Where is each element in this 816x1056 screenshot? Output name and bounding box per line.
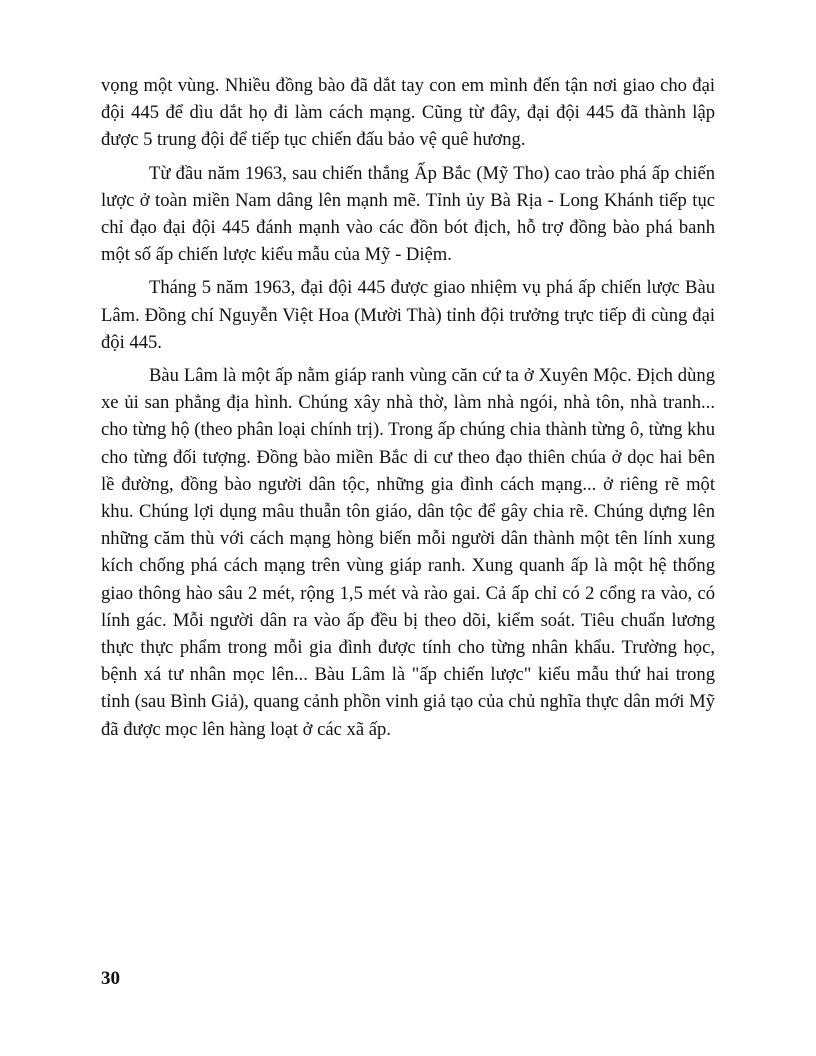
- paragraph-ap-bac: Từ đầu năm 1963, sau chiến thắng Ấp Bắc (Mỹ Tho) cao trào phá ấp chiến lược ở toàn miền Nam dâng lên mạnh mẽ. Tỉnh ủy Bà Rịa - Long Khánh tiếp tục chỉ đạo đại đội 445 đánh mạnh vào các đồn bót địch, hỗ trợ đồng bào phá banh một số ấp chiến lược kiểu mẫu của Mỹ - Diệm.: [101, 162, 715, 266]
- page-number: 30: [101, 968, 120, 989]
- paragraph-bau-lam-description: Bàu Lâm là một ấp nằm giáp ranh vùng căn cứ ta ở Xuyên Mộc. Địch dùng xe ủi san phẳng địa hình. Chúng xây nhà thờ, làm nhà ngói, nhà tôn, nhà tranh... cho từng hộ (theo phân loại chính trị). Trong ấp chúng chia thành từng ô, từng khu cho từng đối tượng. Đồng bào miền Bắc di cư theo đạo thiên chúa ở dọc hai bên lề đường, đồng bào người dân tộc, những gia đình cách mạng... ở riêng rẽ một khu. Chúng lợi dụng mâu thuẫn tôn giáo, dân tộc để gây chia rẽ. Chúng dựng lên những căm thù với cách mạng hòng biến mỗi người dân thành một tên lính xung kích chống phá cách mạng trên vùng giáp ranh. Xung quanh ấp là một hệ thống giao thông hào sâu 2 mét, rộng 1,5 mét và rào gai. Cả ấp chỉ có 2 cổng ra vào, có lính gác. Mỗi người dân ra vào ấp đều bị theo dõi, kiểm soát. Tiêu chuẩn lương thực thực phẩm trong mỗi gia đình được tính cho từng nhân khẩu. Trường học, bệnh xá tư nhân mọc lên... Bàu Lâm là "ấp chiến lược" kiểu mẫu thứ hai trong tỉnh (sau Bình Giả), quang cảnh phồn vinh giả tạo của chủ nghĩa thực dân mới Mỹ đã được mọc lên hàng loạt ở các xã ấp.: [101, 365, 715, 740]
- paragraph-bau-lam-mission: Tháng 5 năm 1963, đại đội 445 được giao nhiệm vụ phá ấp chiến lược Bàu Lâm. Đồng chí Nguyễn Việt Hoa (Mười Thà) tỉnh đội trưởng trực tiếp đi cùng đại đội 445.: [101, 277, 715, 353]
- paragraph-continuation: vọng một vùng. Nhiều đồng bào đã dắt tay con em mình đến tận nơi giao cho đại đội 445 để dìu dắt họ đi làm cách mạng. Cũng từ đây, đại đội 445 đã thành lập được 5 trung đội để tiếp tục chiến đấu bảo vệ quê hương.: [101, 75, 715, 151]
- page-body: [101, 72, 715, 749]
